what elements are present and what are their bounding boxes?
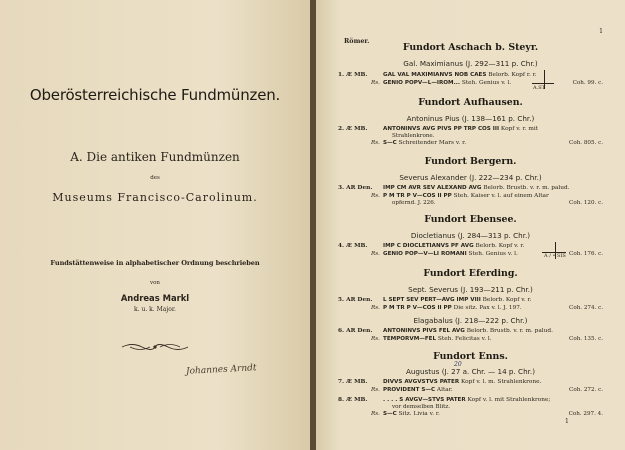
mintmark: A / • SIS [544, 253, 566, 259]
site-heading: Fundort Eferding. [423, 268, 518, 279]
left-page [0, 0, 310, 450]
site-heading: Fundort Aschach b. Steyr. [402, 42, 539, 53]
right-page [316, 0, 625, 450]
owner-signature: Johannes Arndt [185, 363, 257, 377]
reverse-line: P M TR P V—COS II PP Steh. Kaiser v. l. auf einem Altar [383, 193, 549, 199]
reverse-label: Rs. [371, 140, 380, 146]
reverse-line: P M TR P V—COS II PP Die sitz. Pax v. l. J. 197. [383, 305, 522, 311]
ruler-line: Diocletianus (J. 284—313 p. Chr.) [410, 231, 531, 240]
cohen-reference: Coh. 272. c. [569, 387, 603, 393]
site-heading: Fundort Ebensee. [424, 214, 517, 225]
mintmark-divider [532, 83, 554, 84]
mintmark: A.ST [533, 85, 545, 91]
ruler-line: Elagabalus (J. 218—222 p. Chr.) [413, 316, 528, 325]
cohen-reference: Coh. 274. c. [569, 305, 603, 311]
page-number-footer: 1 [565, 418, 569, 425]
reverse-label: Rs. [371, 305, 380, 311]
obverse-line: IMP CM AVR SEV ALEXAND AVG Belorb. Brustb. v. r. m. palud. [383, 185, 570, 191]
cohen-reference: Coh. 176. c. [569, 251, 603, 257]
coin-number: 8. Æ MB. [338, 397, 368, 403]
obverse-line: ANTONINVS PIVS FEL AVG Belorb. Brustb. v. r. m. palud. [383, 328, 553, 334]
ruler-line: Sept. Severus (J. 193—211 p. Chr.) [408, 285, 533, 294]
cohen-reference: Coh. 120. c. [569, 200, 603, 206]
reverse-line: TEMPORVM—FEL Steh. Felicitas v. l. [383, 336, 492, 342]
reverse-label: Rs. [371, 251, 380, 257]
ornament-divider-icon [120, 341, 190, 353]
coin-number: 6. AR Den. [338, 328, 373, 334]
reverse-line: PROVIDENT S—C Altar. [383, 387, 453, 393]
coin-number: 3. AR Den. [338, 185, 373, 191]
author-name: Andreas Markl [120, 293, 190, 303]
site-heading: Fundort Aufhausen. [418, 97, 523, 108]
reverse-line-cont: opfernd. J. 226. [392, 200, 436, 206]
des-text: des [150, 175, 160, 181]
main-title: Oberösterreichische Fundmünzen. [29, 86, 281, 104]
obverse-line: DIVVS AVGVSTVS PATER Kopf v. l. m. Strahlenkrone. [383, 379, 542, 385]
reverse-line: S—C Sitz. Livia v. r. [383, 411, 440, 417]
cohen-reference: Coh. 297. 4. [568, 411, 603, 417]
handwritten-annotation: 20 [454, 361, 462, 368]
reverse-line: GENIO POP—V—LI ROMANI Steh. Genius v. l. [383, 251, 518, 257]
cohen-reference: Coh. 99. c. [572, 80, 603, 86]
cohen-reference: Coh. 135. c. [569, 336, 603, 342]
ruler-line: Augustus (J. 27 a. Chr. — 14 p. Chr.) [405, 367, 536, 376]
section-heading: A. Die antiken Fundmünzen [70, 150, 240, 164]
obverse-line-cont: Strahlenkrone. [392, 133, 435, 139]
ruler-line: Severus Alexander (J. 222—234 p. Chr.) [399, 173, 542, 182]
reverse-line: S—C Schreitender Mars v. r. [383, 140, 467, 146]
reverse-label: Rs. [371, 80, 380, 86]
site-heading: Fundort Bergern. [424, 156, 517, 167]
page-number: 1 [599, 28, 603, 35]
coin-number: 1. Æ MB. [338, 72, 368, 78]
reverse-label: Rs. [371, 411, 380, 417]
arrangement-note: Fundstättenweise in alphabetischer Ordnung beschrieben [50, 259, 260, 267]
coin-number: 7. Æ MB. [338, 379, 368, 385]
coin-number: 2. Æ MB. [338, 126, 368, 132]
reverse-line: GENIO POPV—L—IROM... Steh. Genius v. l. [383, 80, 512, 86]
obverse-line: IMP C DIOCLETIANVS PF AVG Belorb. Kopf v. r. [383, 243, 525, 249]
coin-number: 4. Æ MB. [338, 243, 368, 249]
reverse-label: Rs. [371, 387, 380, 393]
cohen-reference: Coh. 805. c. [569, 140, 603, 146]
von-text: von [150, 280, 160, 286]
site-heading: Fundort Enns. [433, 351, 508, 362]
ruler-line: Antoninus Pius (J. 138—161 p. Chr.) [406, 114, 535, 123]
obverse-line: . . . . S AVGV—STVS PATER Kopf v. l. mit Strahlenkrone; [383, 397, 551, 403]
ruler-line: Gal. Maximianus (J. 292—311 p. Chr.) [403, 59, 538, 68]
obverse-line: GAL VAL MAXIMIANVS NOB CAES Belorb. Kopf r. r. [383, 72, 537, 78]
obverse-line: ANTONINVS AVG PIVS PP TRP COS III Kopf v. r. mit [383, 126, 539, 132]
obverse-line: L SEPT SEV PERT—AVG IMP VIII Belorb. Kopf v. r. [383, 297, 532, 303]
section-label: Römer. [344, 37, 370, 45]
museum-name: Museums Francisco-Carolinum. [52, 191, 258, 204]
obverse-line-cont: vor demselben Blitz. [392, 404, 451, 410]
reverse-label: Rs. [371, 336, 380, 342]
coin-number: 5. AR Den. [338, 297, 373, 303]
reverse-label: Rs. [371, 193, 380, 199]
author-rank: k. u. k. Major. [134, 306, 176, 313]
